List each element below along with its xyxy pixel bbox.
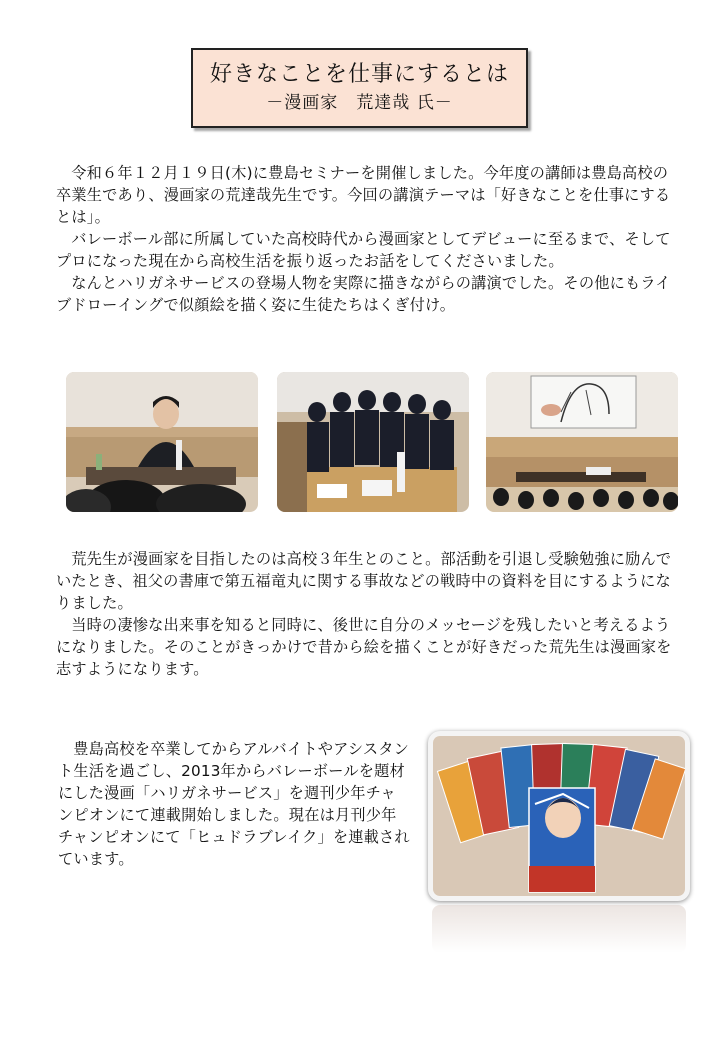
page-subtitle: －漫画家 荒達哉 氏－ [266, 93, 453, 113]
career-section [58, 738, 410, 870]
story-paragraph: 荒先生が漫画家を目指したのは高校３年生とのこと。部活動を引退し受験勉強に励んでいたとき、祖父の書庫で第五福竜丸に関する事故などの戦時中の資料を目にするようになりました。 [56, 550, 672, 612]
intro-paragraph: バレーボール部に所属していた高校時代から漫画家としてデビューに至るまで、そしてプロになった現在から高校生活を振り返ったお話をしてくださいました。 [56, 230, 671, 270]
story-section [56, 548, 678, 680]
intro-paragraph: なんとハリガネサービスの登場人物を実際に描きながらの講演でした。その他にもライブドローイングで似顔絵を描く姿に生徒たちはくぎ付け。 [56, 274, 671, 314]
page-title: 好きなことを仕事にするとは [209, 62, 509, 87]
photo-reflection [432, 905, 686, 953]
story-paragraph: 当時の凄惨な出来事を知ると同時に、後世に自分のメッセージを残したいと考えるようになりました。そのことがきっかけで昔から絵を描くことが好きだった荒先生は漫画家を志すようになります。 [56, 616, 672, 678]
intro-paragraph: 令和６年１２月１９日(木)に豊島セミナーを開催しました。今年度の講師は豊島高校の卒業生であり、漫画家の荒達哉先生です。今回の講演テーマは「好きなことを仕事にするとは」。 [56, 164, 671, 226]
photo-speaker [66, 372, 258, 512]
photo-gym-projection [486, 372, 678, 512]
title-box [191, 48, 528, 128]
career-paragraph: 豊島高校を卒業してからアルバイトやアシスタント生活を過ごし、2013年からバレーボールを題材にした漫画「ハリガネサービス」を週刊少年チャンピオンにて連載開始しました。現在は月刊少年チャンピオンにて「ヒュドラブレイク」を連載されています。 [58, 740, 410, 868]
intro-section [56, 162, 678, 316]
photo-students-drawing [277, 372, 469, 512]
photo-manga-volumes [428, 731, 690, 901]
